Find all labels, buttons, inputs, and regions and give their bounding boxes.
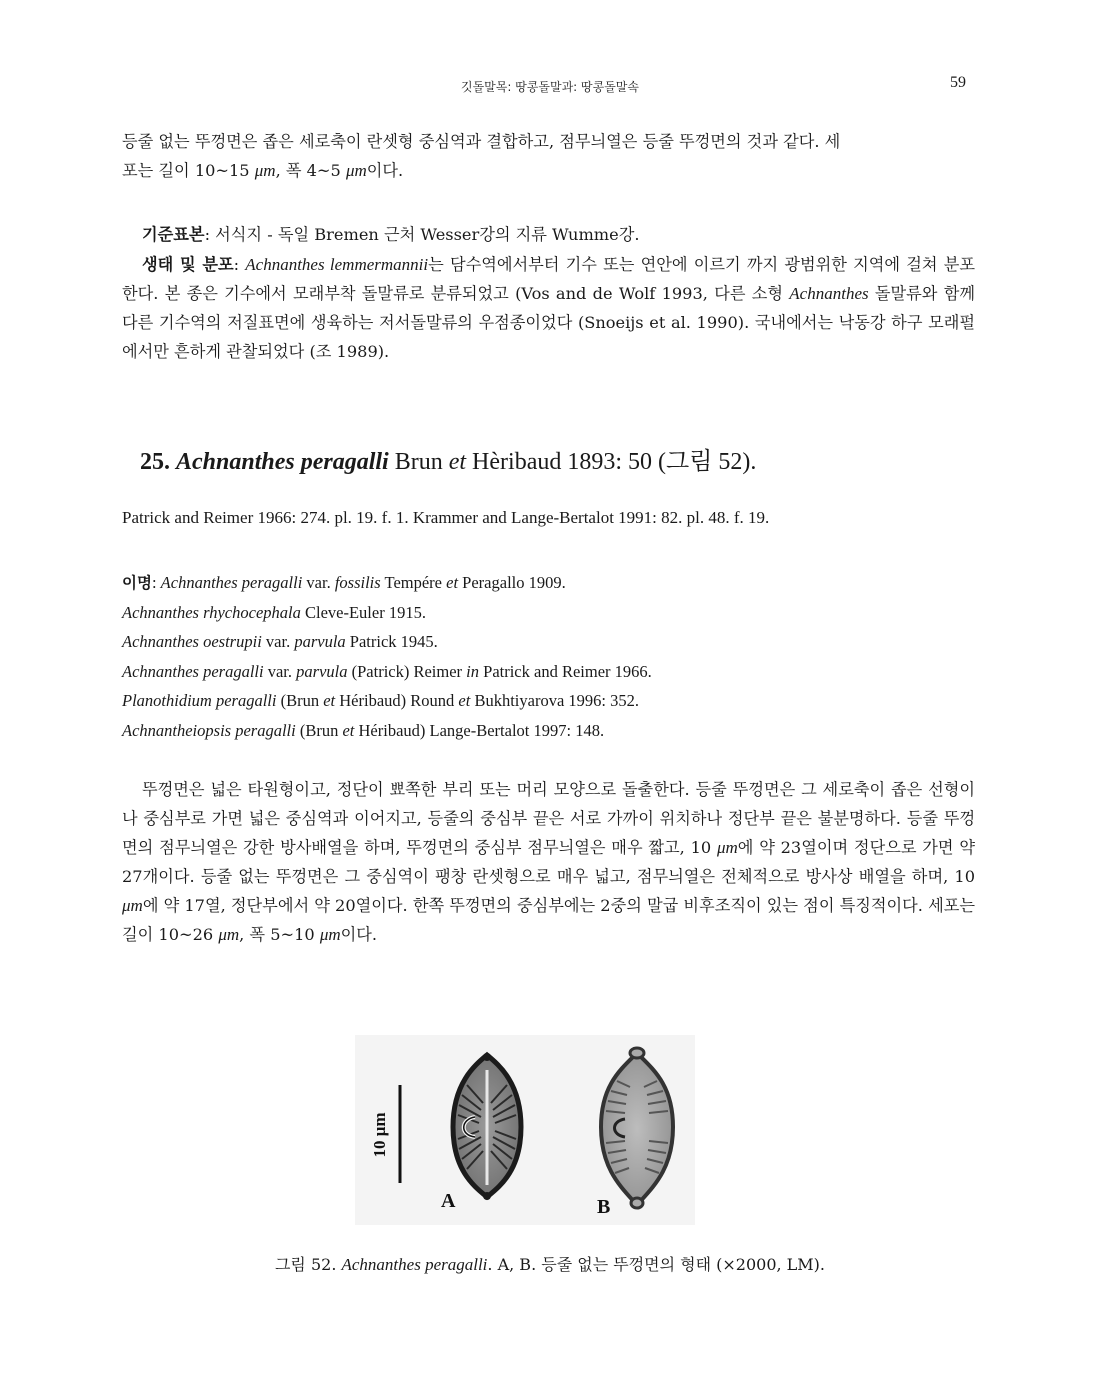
ecology-sep: :	[233, 255, 246, 274]
synonym-part: Patrick 1945.	[345, 632, 438, 651]
unit-micrometer: μm	[319, 925, 341, 944]
synonym-taxon: Achnantheiopsis peragalli	[122, 720, 296, 740]
synonym-line	[122, 686, 652, 716]
description-text: 이다.	[340, 925, 378, 944]
ecology-text-1: 는 담수역에서부터 기수 또는 연안에 이르기 까지 광범위한 지역에 걸쳐 분포한다. 본 종은 기수에서 모래부착 돌말류로 분류되었고 (Vos and de Wolf 1993, 다른 소형	[122, 255, 975, 303]
valve-apex	[631, 1198, 643, 1208]
synonym-line	[122, 627, 652, 657]
synonym-variety: parvula	[296, 661, 348, 681]
intro-line-2	[122, 156, 975, 185]
synonym-taxon: Planothidium peragalli	[122, 691, 277, 710]
unit-micrometer: μm	[122, 896, 143, 915]
species-name: Achnanthes peragalli	[176, 449, 389, 475]
description-text: 에 약 23열이며 정단으로 가면 약 27개이다. 등줄 없는 뚜껑면은 그 중심역이 팽창 란셋형으로 매우 넓고, 점무늬열은 전체적으로 방사상 배열을 하며, 10	[122, 838, 975, 886]
unit-micrometer: μm	[254, 161, 276, 180]
synonym-part: Tempére	[380, 573, 447, 592]
synonym-taxon: Achnanthes peragalli	[160, 573, 303, 592]
caption-species: Achnanthes peragalli	[341, 1255, 488, 1274]
synonym-part: :	[151, 573, 161, 592]
valve-apex	[630, 1048, 644, 1058]
description-text: 뚜껑면은 넓은 타원형이고, 정단이 뾰쪽한 부리 또는 머리 모양으로 돌출한다. 등줄 뚜껑면은 그 세로축이 좁은 선형이나 중심부로 가면 넓은 중심역과 이어지고, 등줄의 중심부 끝은 서로 가까이 위치하나 정단부 끝은 불분명하다. 등줄 뚜껑면의 점무늬열은 강한 방사배열을 하며, 뚜껑면의 중심부 점무늬열은 매우 짧고, 10	[122, 780, 975, 857]
species-heading	[140, 441, 756, 476]
species-number: 25.	[140, 449, 170, 475]
running-title: 깃돌말목: 땅콩돌말과: 땅콩돌말속	[460, 80, 639, 94]
unit-micrometer: μm	[345, 161, 367, 180]
synonym-taxon: Achnanthes peragalli	[122, 661, 264, 681]
synonym-part: Cleve-Euler 1915.	[300, 602, 426, 622]
intro-text-c: 이다.	[366, 161, 404, 180]
intro-paragraph	[122, 127, 975, 185]
synonym-list	[122, 568, 652, 745]
synonym-part: Héribaud) Round	[335, 691, 459, 710]
ecology-species: Achnanthes lemmermannii	[245, 255, 429, 274]
synonym-et: et	[446, 573, 459, 592]
description-text: 에 약 17열, 정단부에서 약 20열이다. 한쪽 뚜껑면의 중심부에는 2중의 말굽 비후조직이 있는 점이 특징적이다. 세포는 길이 10~26	[122, 896, 975, 944]
synonym-part: var.	[302, 573, 335, 592]
synonym-part: (Brun	[276, 691, 324, 710]
synonym-variety: fossilis	[334, 573, 381, 592]
synonym-label: 이명	[122, 573, 152, 592]
figure-52	[355, 1035, 695, 1225]
ecology-genus: Achnanthes	[789, 284, 869, 303]
panel-label-a: A	[441, 1190, 456, 1212]
synonym-taxon: Achnanthes oestrupii	[122, 632, 262, 651]
page-number: 59	[950, 74, 966, 91]
synonym-line	[122, 657, 652, 687]
synonym-et: et	[323, 691, 336, 710]
unit-micrometer: μm	[716, 838, 738, 857]
caption-text: . A, B. 등줄 없는 뚜껑면의 형태 (×2000, LM).	[487, 1255, 826, 1274]
valve-apex	[483, 1053, 491, 1061]
type-specimen-label: 기준표본	[142, 225, 205, 244]
synonym-line	[122, 598, 652, 628]
synonym-part: Patrick and Reimer 1966.	[479, 661, 652, 681]
unit-micrometer: μm	[218, 925, 240, 944]
synonym-part: (Brun	[295, 720, 343, 740]
synonym-variety: parvula	[294, 632, 346, 651]
synonym-part: var.	[261, 632, 295, 651]
species-author-a: Brun	[388, 449, 449, 475]
ecology-text-2: 돌말류와 함께 다른 기수역의 저질표면에 생육하는 저서돌말류의 우점종이었다 (Snoeijs et al. 1990). 국내에서는 낙동강 하구 모래펄에서만 흔하게 관찰되었다 (조 1989).	[122, 284, 975, 361]
ecology-paragraph	[122, 250, 975, 366]
synonym-part: (Patrick) Reimer	[347, 661, 467, 681]
synonym-line	[122, 716, 652, 746]
synonym-part: Bukhtiyarova 1996: 352.	[470, 691, 639, 710]
panel-label-b: B	[597, 1196, 611, 1218]
description-paragraph	[122, 775, 975, 949]
figure-caption	[0, 1252, 1100, 1275]
synonym-et: et	[458, 691, 471, 710]
synonym-part: var.	[263, 661, 297, 681]
description-text: , 폭 5~10	[239, 925, 320, 944]
intro-line-1: 등줄 없는 뚜껑면은 좁은 세로축이 란셋형 중심역과 결합하고, 점무늬열은 등줄 뚜껑면의 것과 같다. 세	[122, 132, 841, 151]
valve-apex	[483, 1192, 491, 1200]
type-specimen-text: : 서식지 - 독일 Bremen 근처 Wesser강의 지류 Wumme강.	[204, 225, 640, 244]
ecology-label: 생태 및 분포	[142, 255, 234, 274]
synonym-in: in	[466, 661, 480, 681]
species-author-b: Hèribaud 1893: 50 (그림 52).	[466, 449, 757, 475]
synonym-et: et	[342, 720, 355, 740]
caption-prefix: 그림 52.	[274, 1255, 342, 1274]
synonym-part: Peragallo 1909.	[458, 573, 566, 592]
references: Patrick and Reimer 1966: 274. pl. 19. f. 1. Krammer and Lange-Bertalot 1991: 82. pl. 48. f. 19.	[122, 508, 770, 527]
intro-text-b: , 폭 4~5	[275, 161, 346, 180]
species-author-et: et	[448, 449, 467, 475]
synonym-part: Héribaud) Lange-Bertalot 1997: 148.	[354, 720, 605, 740]
type-specimen-paragraph	[122, 220, 975, 249]
synonym-line	[122, 568, 652, 598]
intro-text-a: 포는 길이 10~15	[122, 161, 255, 180]
synonym-taxon: Achnanthes rhychocephala	[122, 602, 301, 622]
scale-bar-label: 10 μm	[370, 1112, 389, 1158]
